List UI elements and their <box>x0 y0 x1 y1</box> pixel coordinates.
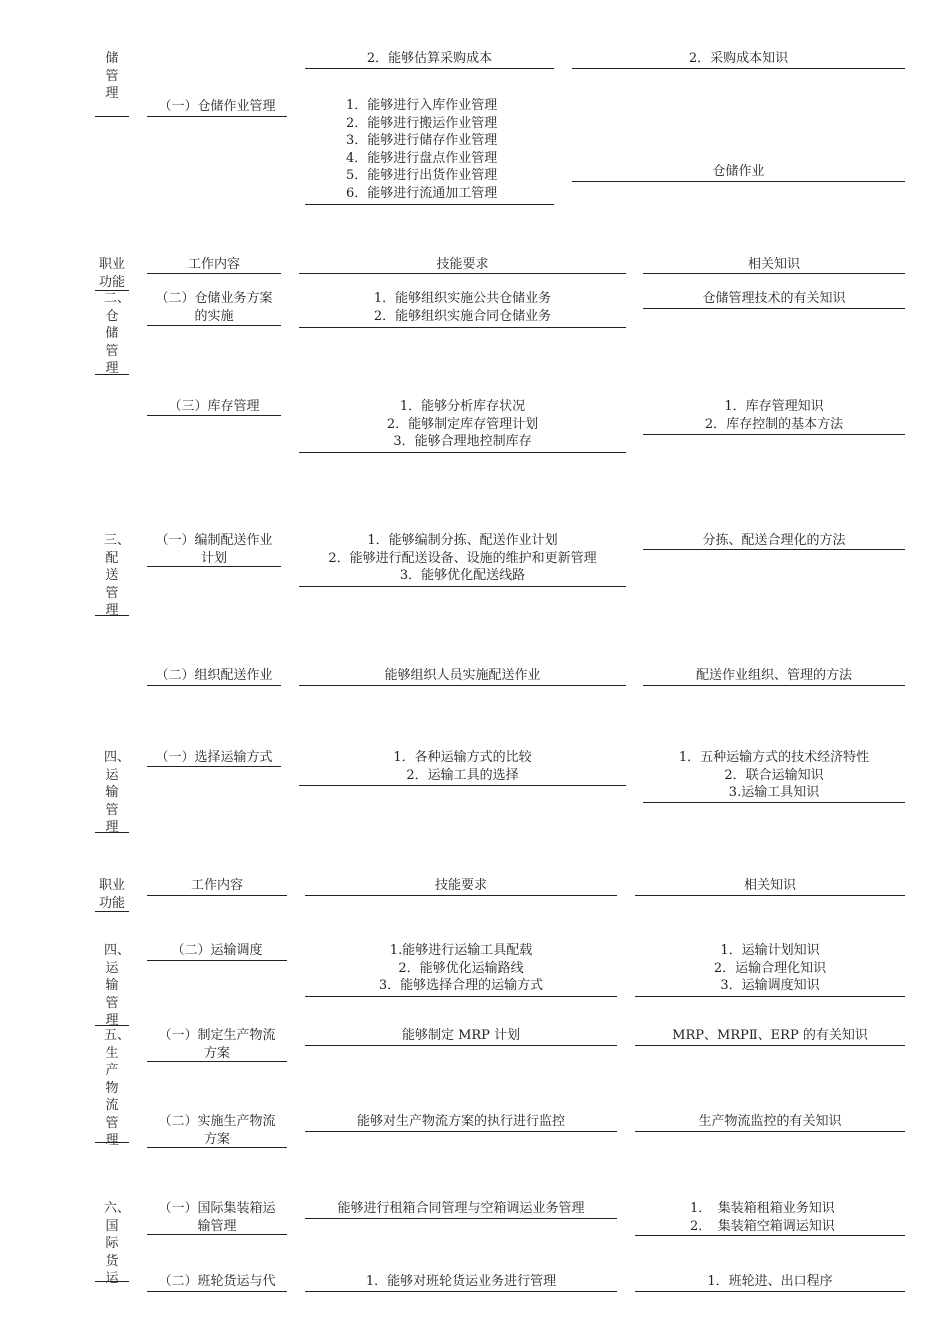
divider <box>95 615 129 616</box>
divider <box>643 273 905 274</box>
skill-item: 2．运输工具的选择 <box>406 767 519 783</box>
skill-item: 2．能够进行搬运作业管理 <box>346 115 498 131</box>
divider <box>643 308 905 309</box>
divider <box>95 1142 129 1143</box>
divider <box>147 1234 287 1235</box>
knowledge-text: 生产物流监控的有关知识 <box>698 1114 842 1129</box>
skill-list <box>299 290 626 325</box>
skill-text: 能够进行租箱合同管理与空箱调运业务管理 <box>337 1201 585 1216</box>
knowledge-item: 1．库存管理知识 <box>724 399 824 414</box>
knowledge-item: 2．联合运输知识 <box>724 767 824 783</box>
skill-list <box>299 398 626 451</box>
divider <box>147 1291 287 1292</box>
skill-item: 2．能够制定库存管理计划 <box>386 416 539 432</box>
skill-item: 1．能够分析库存状况 <box>399 399 526 414</box>
divider <box>95 911 129 912</box>
skill-item: 2．能够组织实施合同仓储业务 <box>373 308 552 324</box>
knowledge-item: 1．五种运输方式的技术经济特性 <box>678 750 870 765</box>
divider <box>147 116 287 117</box>
skill-list <box>346 97 497 202</box>
skill-text: 能够组织人员实施配送作业 <box>384 668 541 683</box>
divider <box>572 68 905 69</box>
divider <box>635 1131 905 1132</box>
skill-item: 1．各种运输方式的比较 <box>393 750 532 765</box>
divider <box>643 549 905 550</box>
knowledge-item: 2．运输合理化知识 <box>713 960 827 976</box>
header-work: 工作内容 <box>190 878 243 893</box>
work-content: （一）选择运输方式 <box>155 750 273 765</box>
skill-item: 1．能够进行入库作业管理 <box>346 98 498 113</box>
skill-item: 3．能够优化配送线路 <box>399 568 526 583</box>
knowledge-list <box>635 942 905 995</box>
header-function: 职业功能 <box>98 257 125 290</box>
divider <box>305 1045 617 1046</box>
work-content: （二）实施生产物流 方案 <box>158 1114 276 1147</box>
divider <box>147 415 281 416</box>
function-label: 六、国际货运 <box>104 1201 131 1286</box>
divider <box>147 1147 287 1148</box>
skill-list <box>299 749 626 784</box>
divider <box>299 452 626 453</box>
knowledge-list <box>643 749 905 802</box>
function-label: 四、运输管理 <box>104 750 131 835</box>
divider <box>635 1235 905 1236</box>
knowledge-text: 2．采购成本知识 <box>688 51 789 66</box>
knowledge-text: 分拣、配送合理化的方法 <box>702 533 846 548</box>
work-content: （二）班轮货运与代 <box>158 1274 276 1289</box>
function-label: 二、仓储管理 <box>104 291 131 376</box>
skill-item: 3．能够合理地控制库存 <box>393 434 532 449</box>
divider <box>147 566 281 567</box>
skill-item: 6．能够进行流通加工管理 <box>346 185 498 201</box>
header-skill: 技能要求 <box>434 878 487 893</box>
skill-list <box>305 942 617 995</box>
divider <box>95 374 129 375</box>
divider <box>299 785 626 786</box>
divider <box>635 895 905 896</box>
knowledge-item: 2．库存控制的基本方法 <box>704 416 844 432</box>
divider <box>305 895 617 896</box>
divider <box>95 1281 129 1282</box>
skill-item: 3．能够进行储存作业管理 <box>346 133 498 148</box>
divider <box>643 434 905 435</box>
work-content: （二）仓储业务方案 的实施 <box>155 291 273 324</box>
skill-text: 1．能够对班轮货运业务进行管理 <box>365 1274 557 1289</box>
knowledge-text: 配送作业组织、管理的方法 <box>695 668 852 683</box>
divider <box>635 1045 905 1046</box>
divider <box>635 996 905 997</box>
function-label: 四、运输管理 <box>104 943 131 1028</box>
divider <box>305 1291 617 1292</box>
divider <box>95 832 129 833</box>
divider <box>643 802 905 803</box>
divider <box>572 181 905 182</box>
divider <box>299 273 626 274</box>
knowledge-item: 1．运输计划知识 <box>720 943 820 958</box>
divider <box>305 68 554 69</box>
divider <box>305 996 617 997</box>
work-content: （一）制定生产物流 方案 <box>158 1028 276 1061</box>
function-label: 三、配送管理 <box>104 533 131 618</box>
divider <box>147 325 281 326</box>
work-content: （一）编制配送作业 计划 <box>155 533 273 566</box>
divider <box>147 273 281 274</box>
skill-item: 3．能够选择合理的运输方式 <box>378 978 544 993</box>
skill-text: 能够对生产物流方案的执行进行监控 <box>356 1114 565 1129</box>
knowledge-text: 仓储管理技术的有关知识 <box>702 291 846 306</box>
skill-item: 1．能够组织实施公共仓储业务 <box>373 291 552 306</box>
work-content: （二）组织配送作业 <box>155 668 273 683</box>
divider <box>147 1061 287 1062</box>
divider <box>147 895 287 896</box>
function-label: 储管理 <box>105 51 119 101</box>
divider <box>299 685 626 686</box>
skill-item: 2．能够优化运输路线 <box>398 960 524 976</box>
work-content: （一）国际集装箱运 输管理 <box>158 1201 276 1234</box>
knowledge-item: 1． 集装箱租箱业务知识 <box>690 1201 835 1216</box>
work-content: （二）运输调度 <box>171 943 263 958</box>
divider <box>299 586 626 587</box>
divider <box>95 116 129 117</box>
function-label: 五、生产物流管理 <box>104 1028 131 1148</box>
divider <box>95 1025 129 1026</box>
header-skill: 技能要求 <box>436 257 489 272</box>
divider <box>305 204 554 205</box>
work-content: （三）库存管理 <box>168 399 260 414</box>
header-work: 工作内容 <box>187 257 240 272</box>
skill-text: 能够制定 MRP 计划 <box>401 1028 521 1043</box>
divider <box>643 685 905 686</box>
header-knowledge: 相关知识 <box>747 257 800 272</box>
divider <box>147 960 287 961</box>
divider <box>299 327 626 328</box>
knowledge-item: 3.运输工具知识 <box>728 785 820 800</box>
skill-list <box>299 532 626 585</box>
skill-item: 5．能够进行出货作业管理 <box>346 168 498 183</box>
header-knowledge: 相关知识 <box>743 878 796 893</box>
knowledge-list <box>690 1200 835 1235</box>
skill-item: 1.能够进行运输工具配载 <box>389 943 533 958</box>
skill-item: 2．能够进行配送设备、设施的维护和更新管理 <box>328 550 597 566</box>
knowledge-text: 1．班轮进、出口程序 <box>707 1274 833 1289</box>
knowledge-item: 2． 集装箱空箱调运知识 <box>690 1218 835 1234</box>
knowledge-list <box>643 398 905 433</box>
divider <box>147 685 281 686</box>
divider <box>305 1218 617 1219</box>
skill-item: 1．能够编制分拣、配送作业计划 <box>367 533 558 548</box>
knowledge-item: 3．运输调度知识 <box>720 978 820 993</box>
divider <box>147 766 281 767</box>
knowledge-text: MRP、MRPⅡ、ERP 的有关知识 <box>672 1028 868 1043</box>
divider <box>635 1291 905 1292</box>
header-function: 职业功能 <box>98 878 125 911</box>
skill-item: 4．能够进行盘点作业管理 <box>346 150 498 166</box>
work-content: （一）仓储作业管理 <box>158 99 276 114</box>
skill-text: 2．能够估算采购成本 <box>366 51 493 66</box>
knowledge-text: 仓储作业 <box>712 164 765 179</box>
divider <box>305 1131 617 1132</box>
